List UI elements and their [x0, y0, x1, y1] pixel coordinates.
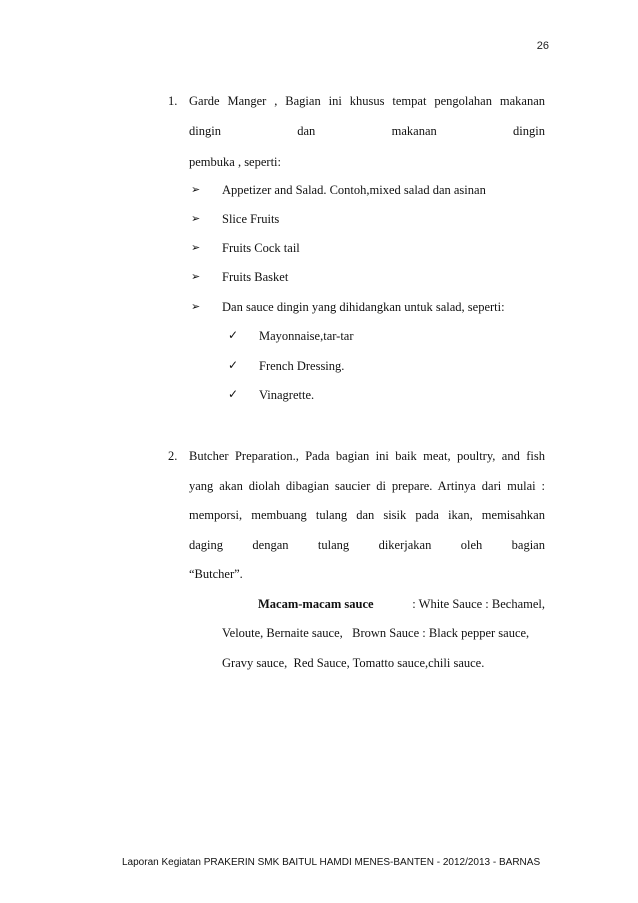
arrow-bullet-icon: ➢: [191, 300, 201, 313]
bullet-item: Fruits Basket: [222, 270, 289, 284]
item-2-line-1: Butcher Preparation., Pada bagian ini baik meat, poultry, and fish: [189, 449, 545, 463]
bullet-item: Slice Fruits: [222, 212, 280, 226]
bullet-item: Fruits Cock tail: [222, 241, 300, 255]
footer: Laporan Kegiatan PRAKERIN SMK BAITUL HAMDI MENES-BANTEN - 2012/2013 - BARNAS: [122, 857, 541, 868]
sauce-line-1: [258, 597, 545, 612]
checkmark-icon: ✓: [228, 387, 239, 401]
page-number: 26: [536, 40, 549, 52]
check-item: Vinagrette.: [259, 388, 315, 402]
sauce-heading: Macam-macam sauce: [258, 597, 374, 611]
item-1-line-2: dingin dan makanan dingin: [189, 124, 545, 138]
item-1-line-3: pembuka , seperti:: [189, 155, 281, 169]
arrow-bullet-icon: ➢: [191, 183, 201, 196]
item-1-line-1: Garde Manger , Bagian ini khusus tempat pengolahan makanan: [189, 94, 545, 108]
check-item: Mayonnaise,tar-tar: [259, 329, 354, 343]
arrow-bullet-icon: ➢: [191, 270, 201, 283]
sauce-line-2: Veloute, Bernaite sauce, Brown Sauce : Black pepper sauce,: [222, 626, 530, 640]
item-2-line-5: “Butcher”.: [189, 567, 243, 581]
arrow-bullet-icon: ➢: [191, 241, 201, 254]
item-2-line-3: memporsi, membuang tulang dan sisik pada ikan, memisahkan: [189, 508, 545, 522]
checkmark-icon: ✓: [228, 358, 239, 372]
sauce-line-1-rest: : White Sauce : Bechamel,: [412, 597, 545, 611]
item-1-number: 1.: [168, 94, 178, 108]
arrow-bullet-icon: ➢: [191, 212, 201, 225]
bullet-item: Dan sauce dingin yang dihidangkan untuk salad, seperti:: [222, 300, 505, 314]
item-2-line-4: daging dengan tulang dikerjakan oleh bagian: [189, 538, 545, 552]
bullet-item: Appetizer and Salad. Contoh,mixed salad dan asinan: [222, 183, 486, 197]
check-item: French Dressing.: [259, 359, 345, 373]
checkmark-icon: ✓: [228, 328, 239, 342]
item-2-line-2: yang akan diolah dibagian saucier di prepare. Artinya dari mulai :: [189, 479, 545, 493]
item-2-number: 2.: [168, 449, 178, 463]
sauce-line-3: Gravy sauce, Red Sauce, Tomatto sauce,chili sauce.: [222, 656, 485, 670]
